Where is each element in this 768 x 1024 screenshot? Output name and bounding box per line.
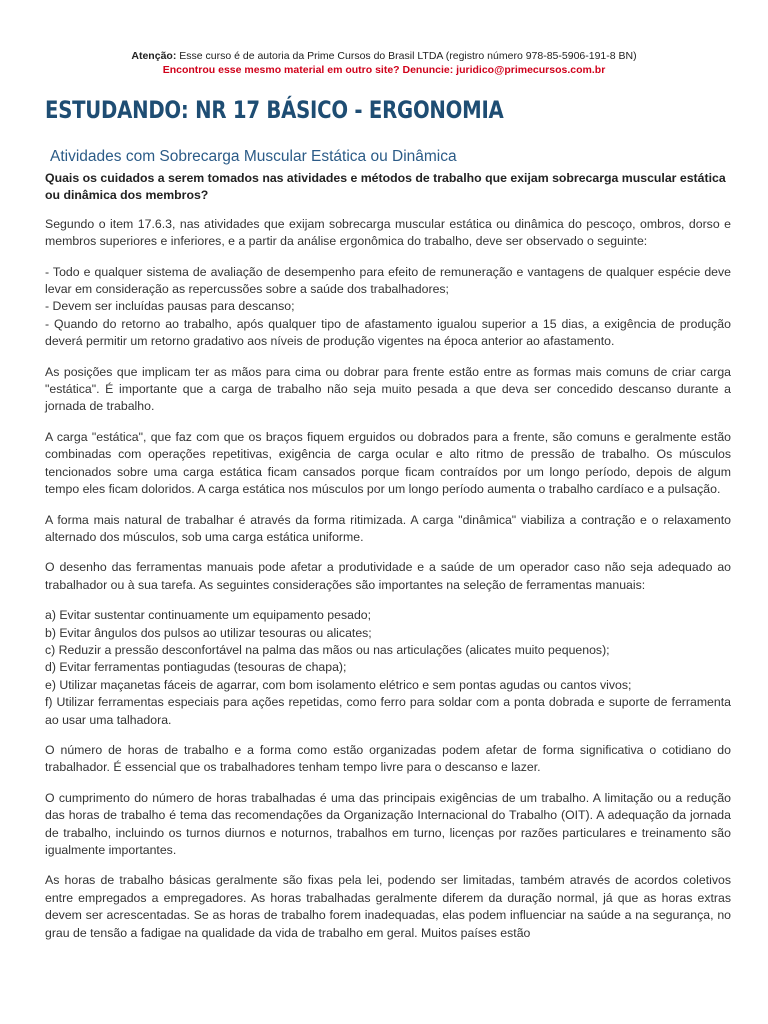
paragraph-posicoes: As posições que implicam ter as mãos para cima ou dobrar para frente estão entre as formas mais comuns de criar carga "estática". É importante que a carga de trabalho não seja muito pesada a que deva ser concedido descanso durante a jornada de trabalho. (45, 364, 731, 414)
list-item: - Devem ser incluídas pausas para descanso; (45, 299, 295, 314)
course-title: ESTUDANDO: NR 17 BÁSICO - ERGONOMIA (45, 96, 504, 124)
notice-label: Atenção: (131, 50, 177, 62)
observations-list (45, 264, 731, 351)
tool-list (45, 607, 731, 729)
paragraph-forma-natural: A forma mais natural de trabalhar é através da forma ritimizada. A carga "dinâmica" viabiliza a contração e o relaxamento alternado dos músculos, sob uma carga estática uniforme. (45, 512, 731, 544)
list-item: f) Utilizar ferramentas especiais para ações repetidas, como ferro para soldar com a ponta dobrada e suporte de ferramenta ao usar uma talhadora. (45, 695, 731, 727)
article-body (45, 170, 731, 955)
list-item: - Todo e qualquer sistema de avaliação de desempenho para efeito de remuneração e vantagens de qualquer espécie deve levar em consideração as repercussões sobre a saúde dos trabalhadores; (45, 264, 731, 297)
notice-text: Esse curso é de autoria da Prime Cursos do Brasil LTDA (registro número 978-85-5906-191-8 BN) (179, 50, 637, 62)
paragraph-horas: O número de horas de trabalho e a forma como estão organizadas podem afetar de forma significativa o cotidiano do trabalhador. É essencial que os trabalhadores tenham tempo livre para o descanso e lazer. (45, 742, 731, 775)
list-item: - Quando do retorno ao trabalho, após qualquer tipo de afastamento igualou superior a 15 dias, a exigência de produção deverá permitir um retorno gradativo aos níveis de produção vigentes na época anterior ao afastamento. (45, 316, 731, 349)
section-title: Atividades com Sobrecarga Muscular Estática ou Dinâmica (50, 148, 457, 165)
paragraph-cumprimento: O cumprimento do número de horas trabalhadas é uma das principais exigências de um trabalho. A limitação ou a redução das horas de trabalho é tema das recomendações da Organização Internacional do Trabalho (OIT). A adequação da jornada de trabalho, incluindo os turnos diurnos e noturnos, trabalhos em turno, licenças por razões particulares e treinamento são igualmente importantes. (45, 790, 731, 857)
paragraph-intro: Segundo o item 17.6.3, nas atividades que exijam sobrecarga muscular estática ou dinâmica do pescoço, ombros, dorso e membros superiores e inferiores, e a partir da análise ergonômica do trabalho, deve ser observado o seguinte: (45, 216, 731, 249)
question-text: Quais os cuidados a serem tomados nas atividades e métodos de trabalho que exijam sobrecarga muscular estática ou dinâmica dos membros? (45, 171, 726, 203)
list-item: c) Reduzir a pressão desconfortável na palma das mãos ou nas articulações (alicates muito pequenos); (45, 642, 610, 657)
report-notice: Encontrou esse mesmo material em outro site? Denuncie: juridico@primecursos.com.br (162, 64, 606, 76)
paragraph-carga-estatica: A carga "estática", que faz com que os braços fiquem erguidos ou dobrados para a frente, são comuns e geralmente estão combinadas com operações repetitivas, exigência de carga ocular e alto ritmo de pressão de trabalho. Os músculos tencionados sobre uma carga estática ficam cansados porque ficam contraídos por um longo período, depois de algum tempo eles ficam doloridos. A carga estática nos músculos por um longo período aumenta o trabalho cardíaco e a pulsação. (45, 429, 731, 497)
list-item: b) Evitar ângulos dos pulsos ao utilizar tesouras ou alicates; (45, 625, 372, 640)
paragraph-ferramentas: O desenho das ferramentas manuais pode afetar a produtividade e a saúde de um operador caso não seja adequado ao trabalhador ou à sua tarefa. As seguintes considerações são importantes na seleção de ferramentas manuais: (45, 560, 731, 592)
list-item: e) Utilizar maçanetas fáceis de agarrar, com bom isolamento elétrico e sem pontas agudas ou cantos vivos; (45, 677, 632, 692)
copyright-notice (0, 49, 768, 77)
list-item: d) Evitar ferramentas pontiagudas (tesouras de chapa); (45, 660, 347, 675)
paragraph-horas-basicas: As horas de trabalho básicas geralmente são fixas pela lei, podendo ser limitadas, também através de acordos coletivos entre empregados a empregadores. As horas trabalhadas geralmente diferem da duração normal, já que as horas extras devem ser acrescentadas. Se as horas de trabalho forem inadequadas, elas podem influenciar na saúde a na segurança, no grau de tensão a fadigae na qualidade da vida de trabalho em geral. Muitos países estão (45, 873, 731, 940)
list-item: a) Evitar sustentar continuamente um equipamento pesado; (45, 608, 372, 623)
notice-line (0, 49, 768, 63)
